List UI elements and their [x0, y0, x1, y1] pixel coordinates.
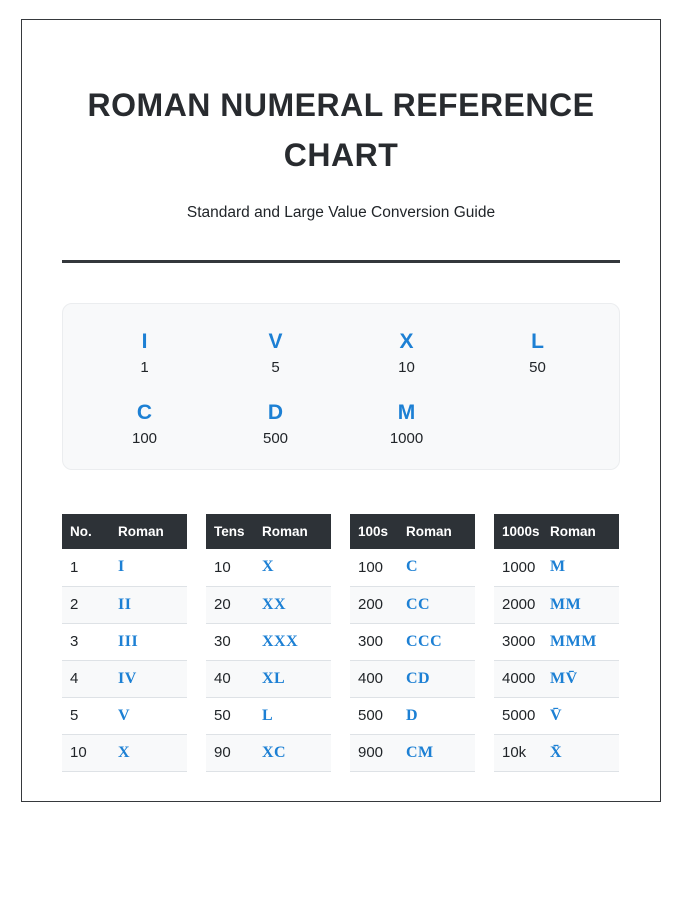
table-row — [62, 660, 187, 697]
value-cell: 40 — [214, 670, 231, 687]
numeral-cell — [472, 330, 603, 377]
numeral-symbol: L — [531, 330, 544, 353]
numeral-cell — [210, 401, 341, 448]
table-row — [206, 586, 331, 623]
column-header: No. — [62, 514, 110, 549]
table-row — [350, 660, 475, 697]
value-cell: 3 — [70, 633, 79, 650]
table-row — [494, 660, 619, 697]
value-cell: 50 — [214, 707, 231, 724]
value-cell: 300 — [358, 633, 384, 650]
roman-cell: CD — [406, 669, 431, 687]
numeral-value: 500 — [262, 429, 289, 447]
value-cell: 2 — [70, 596, 79, 613]
table-row — [350, 734, 475, 771]
value-cell: 4 — [70, 670, 79, 687]
divider — [62, 260, 620, 263]
value-cell: 900 — [358, 744, 384, 761]
numeral-value: 1000 — [389, 429, 424, 447]
table-row — [494, 697, 619, 734]
roman-cell: III — [118, 632, 139, 650]
roman-cell: D — [406, 706, 419, 724]
numeral-cell — [341, 330, 472, 377]
table-row — [494, 734, 619, 771]
numeral-cell — [210, 330, 341, 377]
value-cell: 20 — [214, 596, 231, 613]
roman-cell: C — [406, 558, 419, 576]
table-ones — [62, 514, 187, 772]
basic-numerals-panel — [62, 303, 620, 470]
roman-cell: II — [118, 595, 132, 613]
roman-cell: XC — [262, 743, 287, 761]
roman-cell: CM — [406, 743, 434, 761]
roman-cell: CCC — [406, 632, 443, 650]
roman-cell: XX — [262, 595, 287, 613]
table-thousands — [494, 514, 619, 772]
value-cell: 2000 — [502, 596, 536, 613]
roman-cell: M — [550, 558, 566, 576]
table-row — [62, 623, 187, 660]
value-cell: 100 — [358, 558, 384, 576]
column-header: Tens — [206, 514, 254, 549]
table-header-row — [62, 514, 187, 549]
table-row — [62, 697, 187, 734]
column-header: Roman — [254, 514, 331, 549]
column-header: 1000s — [494, 514, 542, 549]
document-page — [21, 19, 661, 802]
roman-cell: X — [118, 743, 131, 761]
value-cell: 500 — [358, 707, 384, 724]
table-row — [494, 549, 619, 586]
roman-cell: V — [118, 706, 131, 724]
roman-cell: V̄ — [550, 706, 563, 724]
table-header-row — [350, 514, 475, 549]
value-cell: 1 — [70, 558, 79, 576]
table-tens — [206, 514, 331, 772]
numeral-symbol: D — [267, 400, 284, 424]
table-row — [62, 549, 187, 586]
value-cell: 10 — [70, 744, 87, 761]
numeral-cell — [341, 401, 472, 448]
value-cell: 5000 — [502, 707, 536, 724]
value-cell: 5 — [70, 707, 79, 724]
numeral-symbol: V — [268, 330, 283, 353]
column-header: 100s — [350, 514, 398, 549]
numeral-value: 5 — [271, 359, 280, 376]
page-subtitle: Standard and Large Value Conversion Guide — [186, 204, 496, 221]
value-cell: 400 — [358, 670, 384, 687]
numeral-value: 100 — [131, 429, 158, 447]
roman-cell: IV — [118, 669, 137, 687]
numeral-cell — [79, 330, 210, 377]
table-header-row — [494, 514, 619, 549]
page-title: ROMAN NUMERAL REFERENCE CHART — [87, 87, 595, 173]
roman-cell: MM — [550, 595, 582, 613]
table-row — [494, 623, 619, 660]
value-cell: 4000 — [502, 670, 536, 687]
value-cell: 1000 — [502, 558, 536, 576]
table-row — [62, 734, 187, 771]
numeral-symbol: C — [136, 400, 153, 424]
table-row — [206, 734, 331, 771]
roman-cell: L — [262, 706, 274, 724]
table-row — [350, 549, 475, 586]
conversion-tables — [62, 514, 620, 772]
table-row — [350, 623, 475, 660]
table-hundreds — [350, 514, 475, 772]
value-cell: 10k — [502, 744, 527, 761]
roman-cell: XL — [262, 669, 286, 687]
value-cell: 3000 — [502, 633, 536, 650]
numeral-symbol: X — [399, 330, 414, 353]
value-cell: 30 — [214, 633, 231, 650]
roman-cell: MMM — [550, 632, 597, 650]
roman-cell: X — [262, 558, 275, 576]
table-row — [350, 586, 475, 623]
column-header: Roman — [542, 514, 619, 549]
table-row — [350, 697, 475, 734]
roman-cell: X̄ — [550, 743, 563, 761]
numeral-value: 10 — [398, 359, 415, 376]
value-cell: 10 — [214, 558, 231, 576]
roman-cell: I — [118, 558, 125, 576]
table-row — [206, 623, 331, 660]
column-header: Roman — [398, 514, 475, 549]
table-row — [62, 586, 187, 623]
value-cell: 90 — [214, 744, 231, 761]
roman-cell: CC — [406, 595, 431, 613]
numeral-value: 50 — [529, 359, 546, 376]
table-header-row — [206, 514, 331, 549]
table-row — [206, 549, 331, 586]
numeral-symbol: I — [141, 330, 148, 353]
numeral-value: 1 — [140, 359, 149, 376]
roman-cell: MV̄ — [550, 669, 578, 687]
table-row — [206, 697, 331, 734]
numeral-cell — [79, 401, 210, 448]
value-cell: 200 — [358, 596, 384, 613]
table-row — [206, 660, 331, 697]
numeral-symbol: M — [397, 400, 416, 424]
roman-cell: XXX — [262, 632, 299, 650]
table-row — [494, 586, 619, 623]
column-header: Roman — [110, 514, 187, 549]
